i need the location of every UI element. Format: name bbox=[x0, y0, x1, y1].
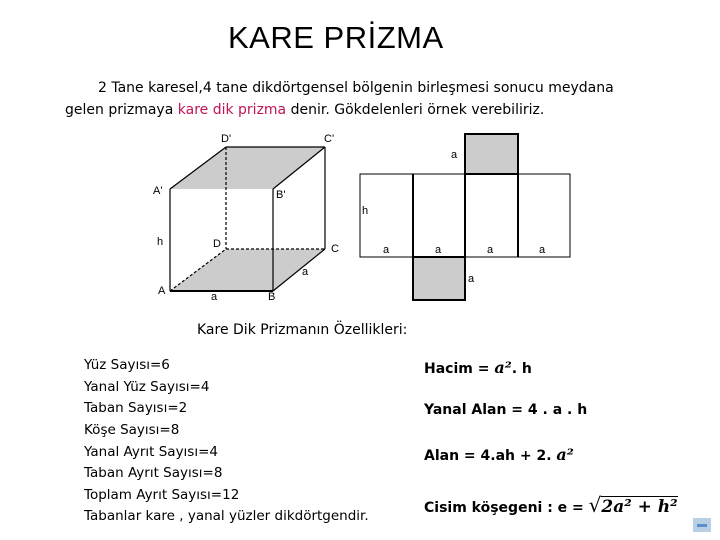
property-item: Toplam Ayrıt Sayısı=12 bbox=[84, 487, 240, 503]
formula-math: a² bbox=[556, 445, 574, 464]
property-item: Köşe Sayısı=8 bbox=[84, 422, 180, 438]
label-D: D bbox=[213, 238, 221, 250]
property-item: Yüz Sayısı=6 bbox=[84, 357, 170, 373]
label-D1: D' bbox=[221, 133, 232, 145]
net-label-a1: a bbox=[383, 244, 390, 256]
formula-area bbox=[424, 445, 574, 464]
formula-label: Alan = 4.ah + 2. bbox=[424, 448, 557, 464]
net-label-a4: a bbox=[539, 244, 546, 256]
formula-math: 2a² + h² bbox=[601, 497, 678, 517]
formula-label: Hacim = bbox=[424, 361, 495, 377]
label-A1: A' bbox=[153, 185, 163, 197]
intro-text-end: denir. Gökdelenleri örnek verebiliriz. bbox=[286, 102, 545, 118]
formula-volume bbox=[424, 358, 532, 377]
formula-rest: . h bbox=[511, 361, 532, 377]
property-item: Yanal Yüz Sayısı=4 bbox=[84, 379, 210, 395]
label-h: h bbox=[157, 236, 164, 248]
property-item: Tabanlar kare , yanal yüzler dikdörtgendir. bbox=[84, 508, 369, 524]
slide-title: KARE PRİZMA bbox=[228, 20, 444, 55]
formula-label: Cisim köşegeni : e = bbox=[424, 500, 589, 516]
intro-text: gelen prizmaya bbox=[65, 102, 178, 118]
label-A: A bbox=[158, 285, 166, 297]
slide-nav-button[interactable] bbox=[693, 518, 711, 532]
formula-math: a² bbox=[494, 358, 512, 377]
sqrt-sign: √ bbox=[588, 493, 602, 517]
property-item: Yanal Ayrıt Sayısı=4 bbox=[84, 444, 218, 460]
label-B: B bbox=[268, 291, 276, 303]
nav-icon bbox=[697, 524, 707, 527]
properties-heading: Kare Dik Prizmanın Özellikleri: bbox=[197, 322, 408, 338]
net-label-a2: a bbox=[435, 244, 442, 256]
top-face bbox=[170, 147, 325, 189]
net-label-a3: a bbox=[487, 244, 494, 256]
net-diagram bbox=[360, 134, 570, 300]
label-a-bottom: a bbox=[211, 291, 218, 303]
label-C: C bbox=[331, 243, 339, 255]
net-label-h: h bbox=[362, 205, 369, 217]
formula-diagonal bbox=[424, 493, 678, 517]
property-item: Taban Ayrıt Sayısı=8 bbox=[84, 465, 223, 481]
net-label-a-top: a bbox=[451, 149, 458, 161]
net-label-a-bottom: a bbox=[468, 273, 475, 285]
cube-diagram bbox=[153, 133, 339, 303]
formula-lateral-area: Yanal Alan = 4 . a . h bbox=[424, 402, 588, 418]
property-item: Taban Sayısı=2 bbox=[84, 400, 188, 416]
intro-line-1: 2 Tane karesel,4 tane dikdörtgensel bölgenin birleşmesi sonucu meydana bbox=[98, 80, 614, 96]
intro-highlight: kare dik prizma bbox=[177, 102, 287, 118]
label-a-side: a bbox=[302, 266, 309, 278]
label-B1: B' bbox=[276, 189, 286, 201]
label-C1: C' bbox=[324, 133, 335, 145]
